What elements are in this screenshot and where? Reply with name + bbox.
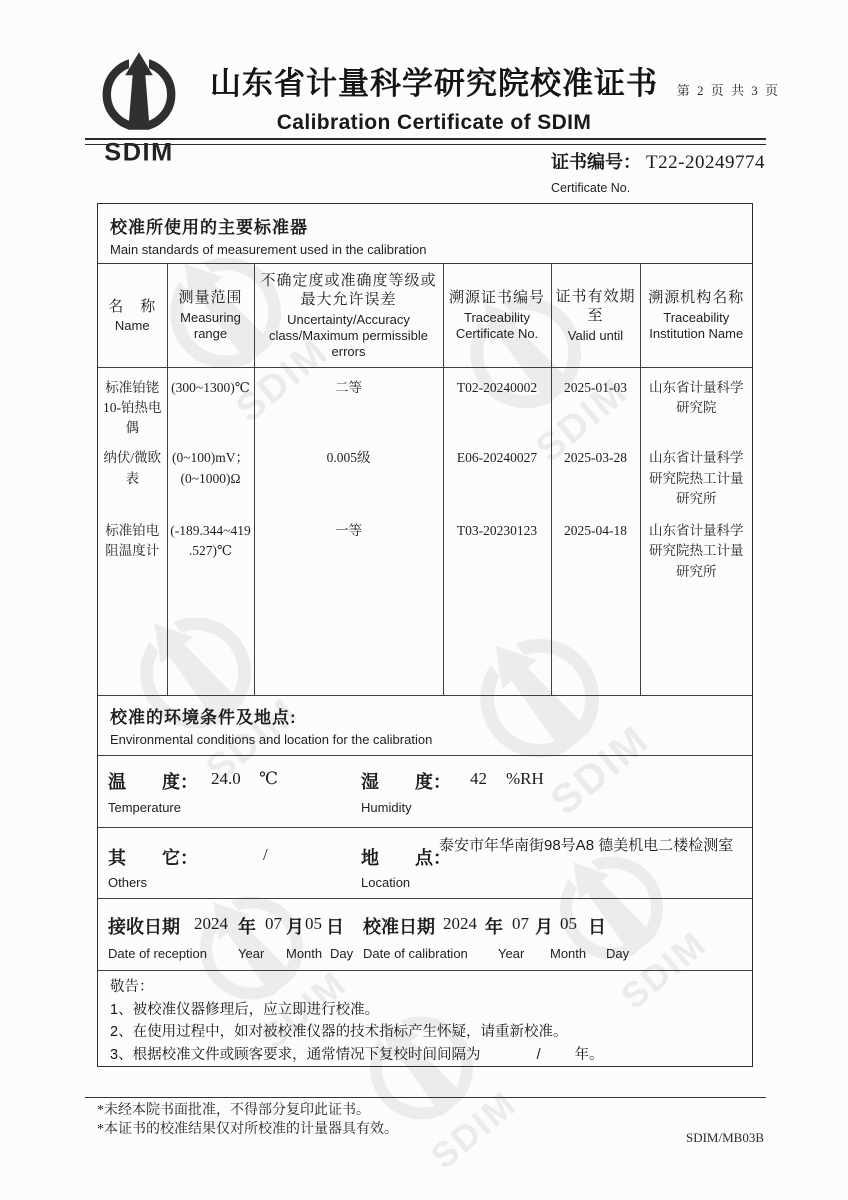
day-label-en: Day — [606, 946, 630, 962]
cell-accuracy: 二等 — [254, 367, 443, 438]
certificate-body — [97, 203, 753, 1067]
humidity-label: 湿 度： — [361, 771, 451, 792]
footnotes — [97, 1102, 398, 1140]
certificate-number — [551, 148, 765, 195]
page-number: 第 2 页 共 3 页 — [676, 83, 780, 98]
review-interval-value: / — [536, 1046, 541, 1063]
temperature-label-en: Temperature — [108, 799, 181, 815]
others-location-row — [98, 827, 752, 899]
table-row — [98, 367, 752, 438]
reception-year-value: 2024 — [194, 914, 228, 934]
calibration-year-value: 2024 — [443, 914, 477, 934]
cell-name: 纳伏/微欧表 — [98, 438, 167, 509]
location-label-en: Location — [361, 874, 411, 890]
col-header-institution: 溯源机构名称 Traceability Institution Name — [640, 264, 752, 367]
month-char: 月 — [535, 917, 553, 938]
humidity-label-en: Humidity — [361, 799, 412, 815]
temperature-unit: ℃ — [259, 768, 279, 788]
calibration-day-value: 05 — [560, 914, 577, 934]
standards-title-cn: 校准所使用的主要标准器 — [110, 218, 308, 237]
cell-cert-no: T02-20240002 — [443, 367, 551, 438]
others-label: 其 它： — [108, 847, 198, 868]
year-label-en: Year — [238, 946, 265, 962]
environment-section-title — [98, 695, 752, 755]
notice-item: 3、根据校准文件或顾客要求，通常情况下复校时间间隔为 / 年。 — [110, 1044, 740, 1066]
certificate-number-caption: Certificate No. — [551, 181, 631, 195]
sdim-logo-icon — [93, 50, 185, 165]
year-label-en: Year — [498, 946, 525, 962]
humidity-value: 42 — [470, 768, 487, 788]
cell-institution: 山东省计量科学研究院 — [649, 379, 744, 415]
cell-name: 标准铂电阻温度计 — [98, 509, 167, 609]
reception-day-value: 05 — [305, 914, 322, 934]
title-chinese: 山东省计量科学研究院校准证书 — [210, 66, 658, 101]
cell-cert-no: E06-20240027 — [443, 438, 551, 509]
col-header-uncertainty: 不确定度或准确度等级或最大允许误差 Uncertainty/Accuracy class/Maximum permissible errors — [254, 264, 443, 367]
reception-date-label-en: Date of reception — [108, 946, 208, 962]
cell-valid-until: 2025-01-03 — [551, 367, 640, 438]
notice-section — [98, 970, 752, 1066]
location-value: 泰安市年华南街98号A8 德美机电二楼检测室 — [439, 836, 734, 854]
footer-divider — [85, 1097, 766, 1098]
month-label-en: Month — [286, 946, 323, 962]
cell-valid-until: 2025-03-28 — [551, 438, 640, 509]
sdim-logo — [86, 50, 192, 170]
standards-header-row — [98, 264, 752, 367]
standards-section-title — [98, 204, 752, 264]
month-label-en: Month — [550, 946, 587, 962]
cell-valid-until: 2025-04-18 — [551, 509, 640, 609]
notice-title: 敬告： — [110, 979, 154, 996]
col-header-cert-no: 溯源证书编号 Traceability Certificate No. — [443, 264, 551, 367]
document-title — [198, 58, 670, 135]
others-value: / — [263, 844, 268, 864]
cell-range: (0~100)mV；(0~1000)Ω — [167, 438, 254, 509]
year-char: 年 — [485, 917, 503, 938]
certificate-number-value: T22-20249774 — [646, 152, 765, 173]
cell-accuracy: 0.005级 — [254, 438, 443, 509]
table-row — [98, 509, 752, 609]
day-label-en: Day — [330, 946, 354, 962]
footnote-1: *未经本院书面批准，不得部分复印此证书。 — [97, 1103, 370, 1118]
day-char: 日 — [326, 917, 344, 938]
environment-title-cn: 校准的环境条件及地点: — [110, 707, 297, 727]
humidity-unit: %RH — [506, 768, 544, 788]
temperature-humidity-row — [98, 755, 752, 827]
form-code: SDIM/MB03B — [685, 1130, 764, 1145]
col-header-name: 名 称 Name — [98, 264, 167, 367]
notice-item: 1、被校准仪器修理后，应立即进行校准。 — [110, 1001, 380, 1018]
month-char: 月 — [286, 917, 304, 938]
table-filler-row — [98, 609, 752, 694]
calibration-date-label-en: Date of calibration — [363, 946, 468, 962]
temperature-value: 24.0 — [211, 768, 241, 788]
cell-institution: 山东省计量科学研究院热工计量研究所 — [649, 450, 744, 506]
col-header-range: 测量范围 Measuring range — [167, 264, 254, 367]
year-char: 年 — [238, 917, 256, 938]
reception-month-value: 07 — [265, 914, 282, 934]
cell-institution: 山东省计量科学研究院热工计量研究所 — [649, 523, 744, 579]
cell-name: 标准铂铑10-铂热电偶 — [98, 367, 167, 438]
calibration-month-value: 07 — [512, 914, 529, 934]
day-char: 日 — [588, 917, 606, 938]
temperature-label: 温 度： — [108, 771, 198, 792]
certificate-number-label: 证书编号： — [551, 152, 641, 172]
calibration-date-label: 校准日期 — [363, 917, 435, 938]
cell-accuracy: 一等 — [254, 509, 443, 609]
title-english: Calibration Certificate of SDIM — [276, 111, 592, 134]
footnote-2: *本证书的校准结果仅对所校准的计量器具有效。 — [97, 1121, 398, 1137]
notice-item: 2、在使用过程中，如对被校准仪器的技术指标产生怀疑，请重新校准。 — [110, 1024, 568, 1041]
location-label: 地 点： — [361, 847, 451, 868]
col-header-valid-until: 证书有效期至 Valid until — [551, 264, 640, 367]
cell-cert-no: T03-20230123 — [443, 509, 551, 609]
standards-title-en: Main standards of measurement used in the calibration — [110, 242, 427, 257]
reception-date-label: 接收日期 — [108, 917, 180, 938]
dates-row — [98, 898, 752, 970]
cell-range: (-189.344~419.527)℃ — [167, 509, 254, 609]
environment-title-en: Environmental conditions and location for the calibration — [110, 731, 433, 747]
standards-table — [98, 264, 752, 694]
others-label-en: Others — [108, 874, 148, 890]
table-row — [98, 438, 752, 509]
cell-range: (300~1300)℃ — [167, 367, 254, 438]
header-divider — [85, 138, 766, 145]
